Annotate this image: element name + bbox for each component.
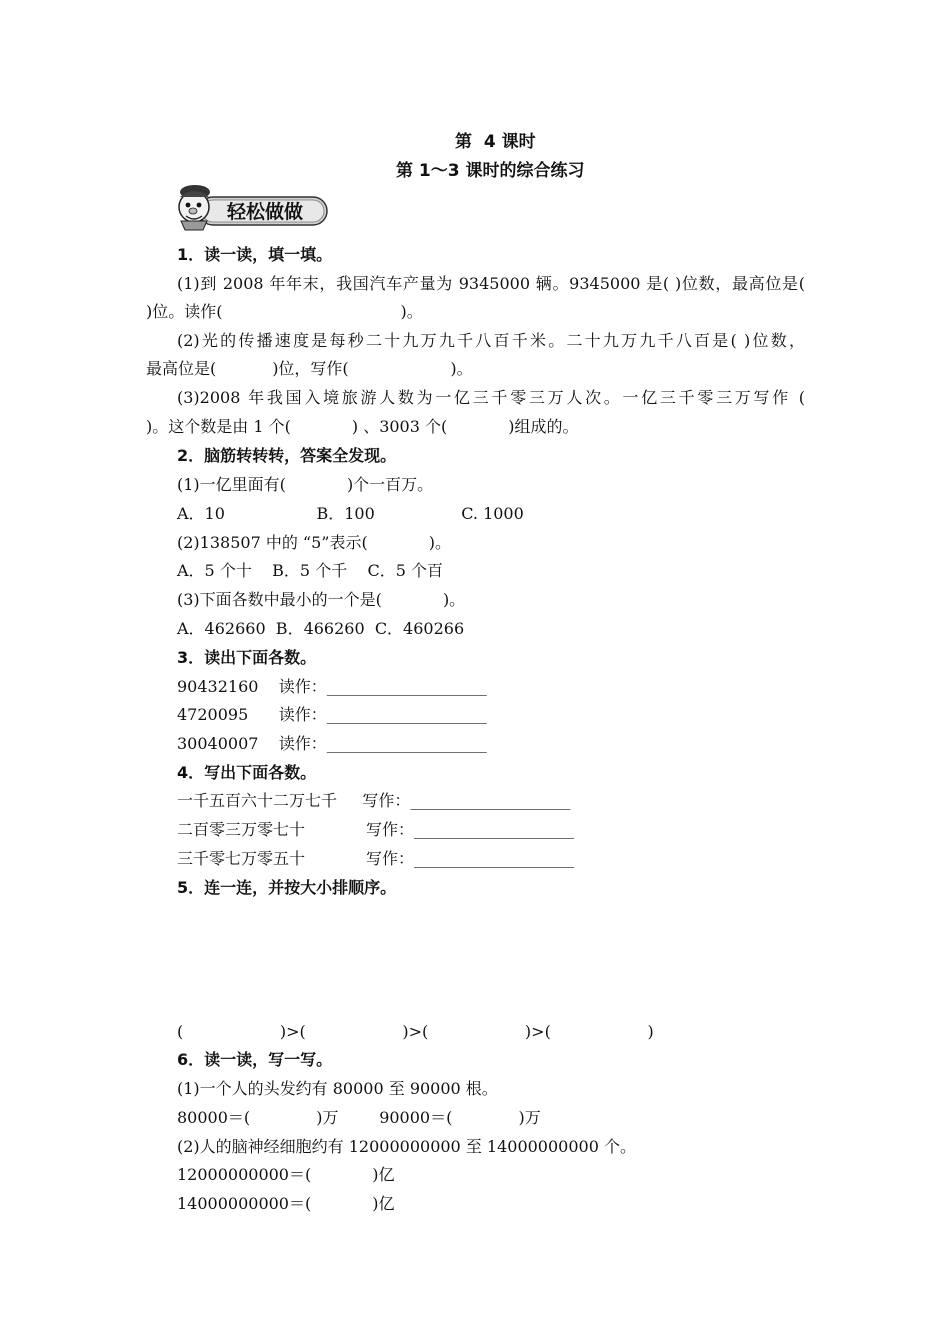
cartoon-boy-icon <box>179 185 210 230</box>
q4-row: 二百零三万零七十 写作：____________________ <box>177 820 575 839</box>
q1-part1-line1: (1)到 2008 年年末，我国汽车产量为 9345000 辆。9345000 是( )位数，最高位是( <box>177 274 805 293</box>
q6-sub1-answers: 80000＝( )万 90000＝( )万 <box>177 1108 541 1127</box>
q1-part3-line1: (3)2008 年我国入境旅游人数为一亿三千零三万人次。一亿三千零三万写作 ( <box>177 388 805 407</box>
q4-title: 4．写出下面各数。 <box>177 763 317 782</box>
q3-title: 3．读出下面各数。 <box>177 648 317 667</box>
q2-sub3-options: A．462660 B．466260 C．460266 <box>177 619 465 638</box>
q3-row: 90432160 读作：____________________ <box>177 677 487 696</box>
q6-sub2-answer2: 14000000000＝( )亿 <box>177 1194 395 1213</box>
lesson-title: 第 4 课时 <box>455 132 536 152</box>
q6-sub1: (1)一个人的头发约有 80000 至 90000 根。 <box>177 1079 498 1098</box>
q2-sub2: (2)138507 中的 “5”表示( )。 <box>177 533 451 552</box>
q2-sub3: (3)下面各数中最小的一个是( )。 <box>177 590 466 609</box>
q2-title: 2．脑筋转转转，答案全发现。 <box>177 446 397 465</box>
q3-row: 4720095 读作：____________________ <box>177 705 487 724</box>
q4-row: 一千五百六十二万七千 写作：____________________ <box>177 791 571 810</box>
q3-row: 30040007 读作：____________________ <box>177 734 487 753</box>
lesson-subtitle: 第 1～3 课时的综合练习 <box>396 161 585 181</box>
q2-sub2-options: A．5 个十 B．5 个千 C．5 个百 <box>177 561 444 580</box>
easy-practice-badge <box>173 183 331 231</box>
q1-part1-line2: )位。读作( )。 <box>146 302 423 321</box>
q1-part2-line2: 最高位是( )位，写作( )。 <box>146 359 473 378</box>
badge-text: 轻松做做 <box>226 201 304 223</box>
q5-title: 5．连一连，并按大小排顺序。 <box>177 878 397 897</box>
q1-title: 1．读一读，填一填。 <box>177 245 333 264</box>
q5-order-blanks: ( )>( )>( )>( ) <box>177 1022 654 1041</box>
q6-title: 6．读一读，写一写。 <box>177 1050 333 1069</box>
q6-sub2-answer1: 12000000000＝( )亿 <box>177 1165 395 1184</box>
q6-sub2: (2)人的脑神经细胞约有 12000000000 至 14000000000 个。 <box>177 1137 636 1156</box>
q1-part2-line1: (2)光的传播速度是每秒二十九万九千八百千米。二十九万九千八百是( )位数， <box>177 331 805 350</box>
q4-row: 三千零七万零五十 写作：____________________ <box>177 849 575 868</box>
q1-part3-line2: )。这个数是由 1 个( ) 、3003 个( )组成的。 <box>146 417 579 436</box>
q2-sub1: (1)一亿里面有( )个一百万。 <box>177 475 434 494</box>
q2-sub1-options: A．10 B．100 C. 1000 <box>177 504 524 523</box>
